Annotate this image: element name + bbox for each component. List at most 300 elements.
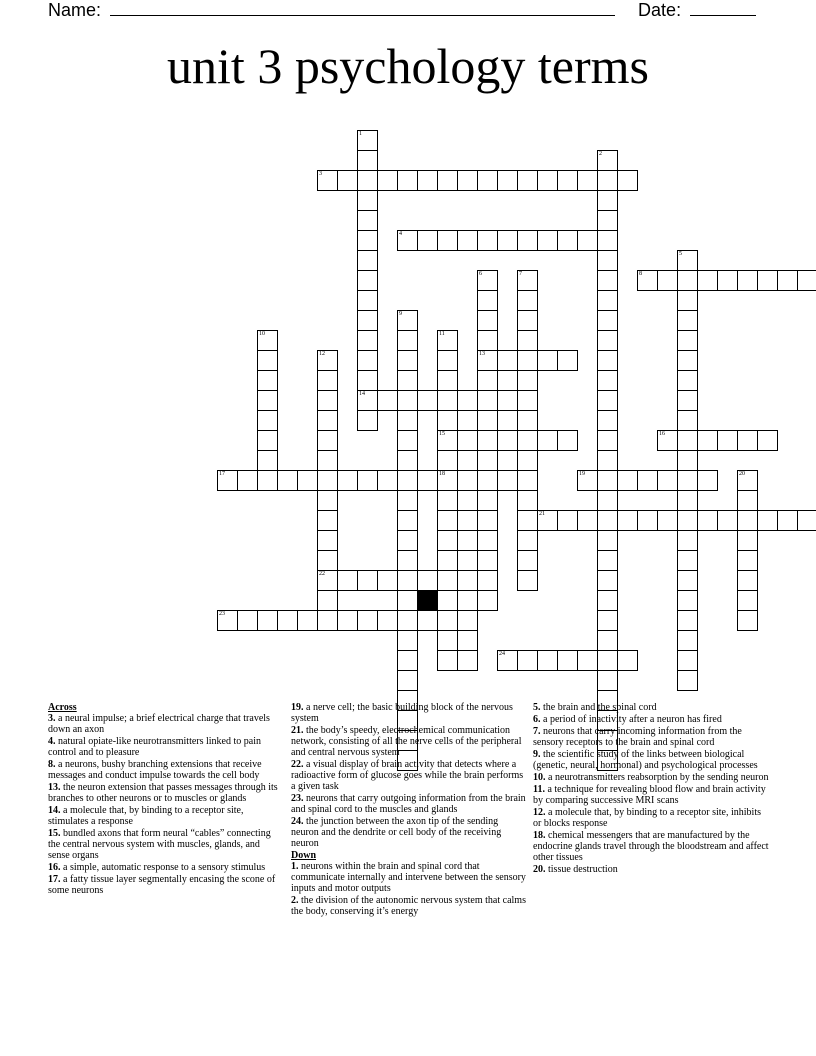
crossword-cell[interactable] [357, 250, 378, 271]
crossword-cell[interactable] [597, 150, 618, 171]
crossword-cell[interactable] [317, 450, 338, 471]
crossword-cell[interactable] [677, 650, 698, 671]
crossword-cell[interactable] [677, 490, 698, 511]
crossword-cell[interactable] [457, 490, 478, 511]
crossword-cell[interactable] [617, 470, 638, 491]
crossword-cell[interactable] [677, 330, 698, 351]
crossword-cell[interactable] [757, 430, 778, 451]
crossword-cell[interactable] [597, 310, 618, 331]
clue [48, 782, 284, 804]
crossword-cell[interactable] [577, 470, 598, 491]
crossword-cell[interactable] [397, 630, 418, 651]
crossword-cell[interactable] [477, 430, 498, 451]
crossword-cell[interactable] [457, 390, 478, 411]
crossword-cell[interactable] [317, 170, 338, 191]
crossword-cell[interactable] [737, 490, 758, 511]
clue-number: 8 [639, 271, 642, 277]
crossword-cell[interactable] [597, 390, 618, 411]
crossword-cell[interactable] [517, 390, 538, 411]
crossword-cell[interactable] [617, 650, 638, 671]
clue-number-label: 1. [291, 861, 299, 872]
crossword-cell[interactable] [677, 310, 698, 331]
clue-number: 17 [219, 471, 225, 477]
crossword-cell[interactable] [337, 470, 358, 491]
crossword-cell[interactable] [477, 470, 498, 491]
crossword-cell[interactable] [337, 570, 358, 591]
crossword-cell[interactable] [477, 170, 498, 191]
crossword-cell[interactable] [737, 530, 758, 551]
crossword-cell[interactable] [377, 610, 398, 631]
across-heading: Across [48, 702, 77, 713]
crossword-cell[interactable] [677, 470, 698, 491]
clue [533, 772, 769, 783]
crossword-cell[interactable] [397, 370, 418, 391]
crossword-cell[interactable] [737, 430, 758, 451]
crossword-cell[interactable] [517, 430, 538, 451]
crossword-cell[interactable] [537, 170, 558, 191]
crossword-cell[interactable] [417, 470, 438, 491]
crossword-cell[interactable] [677, 630, 698, 651]
crossword-cell[interactable] [237, 610, 258, 631]
crossword-cell[interactable] [517, 290, 538, 311]
crossword-cell[interactable] [217, 610, 238, 631]
crossword-cell[interactable] [737, 590, 758, 611]
crossword-cell[interactable] [217, 470, 238, 491]
crossword-cell[interactable] [597, 650, 618, 671]
name-label: Name: [48, 0, 102, 20]
crossword-cell[interactable] [317, 590, 338, 611]
crossword-cell[interactable] [317, 490, 338, 511]
crossword-cell[interactable] [477, 350, 498, 371]
crossword-cell[interactable] [677, 530, 698, 551]
crossword-cell[interactable] [597, 270, 618, 291]
crossword-cell[interactable] [437, 530, 458, 551]
crossword-cell[interactable] [257, 470, 278, 491]
crossword-cell[interactable] [597, 490, 618, 511]
crossword-cell[interactable] [497, 650, 518, 671]
clue-number: 22 [319, 571, 325, 577]
crossword-cell[interactable] [257, 370, 278, 391]
clue-text: the division of the autonomic nervous system that calms the body, conserving it’s energy [291, 895, 526, 917]
crossword-cell[interactable] [357, 350, 378, 371]
crossword-cell[interactable] [317, 370, 338, 391]
crossword-cell[interactable] [497, 230, 518, 251]
crossword-cell[interactable] [597, 290, 618, 311]
crossword-cell[interactable] [557, 650, 578, 671]
crossword-cell[interactable] [457, 430, 478, 451]
crossword-cell[interactable] [257, 450, 278, 471]
clue-number: 13 [479, 351, 485, 357]
crossword-cell[interactable] [437, 630, 458, 651]
crossword-cell[interactable] [317, 410, 338, 431]
crossword-cell[interactable] [257, 390, 278, 411]
crossword-cell[interactable] [357, 570, 378, 591]
crossword-cell[interactable] [757, 270, 778, 291]
crossword-cell[interactable] [597, 470, 618, 491]
crossword-cell[interactable] [597, 210, 618, 231]
crossword-cell[interactable] [357, 150, 378, 171]
clue [533, 726, 769, 748]
crossword-cell[interactable] [477, 510, 498, 531]
crossword-cell[interactable] [317, 470, 338, 491]
crossword-cell[interactable] [557, 430, 578, 451]
crossword-cell[interactable] [677, 550, 698, 571]
crossword-cell[interactable] [697, 510, 718, 531]
crossword-cell[interactable] [357, 610, 378, 631]
crossword-cell[interactable] [397, 410, 418, 431]
crossword-cell[interactable] [317, 570, 338, 591]
crossword-cell[interactable] [477, 530, 498, 551]
crossword-cell[interactable] [517, 450, 538, 471]
crossword-cell[interactable] [477, 370, 498, 391]
crossword-cell[interactable] [437, 550, 458, 571]
crossword-cell[interactable] [637, 470, 658, 491]
clue-number-label: 8. [48, 759, 56, 770]
crossword-cell[interactable] [697, 430, 718, 451]
crossword-cell[interactable] [417, 570, 438, 591]
crossword-cell[interactable] [677, 410, 698, 431]
crossword-cell[interactable] [437, 390, 458, 411]
crossword-cell[interactable] [477, 550, 498, 571]
clue-text: the scientific study of the links between biological (genetic, neural, hormonal) and psychological processes [533, 749, 758, 771]
crossword-cell[interactable] [777, 270, 798, 291]
crossword-cell[interactable] [397, 550, 418, 571]
crossword-cell[interactable] [437, 610, 458, 631]
crossword-cell[interactable] [597, 570, 618, 591]
crossword-cell[interactable] [417, 610, 438, 631]
clue-number: 18 [439, 471, 445, 477]
crossword-cell[interactable] [677, 270, 698, 291]
crossword-cell[interactable] [677, 290, 698, 311]
crossword-cell[interactable] [457, 170, 478, 191]
crossword-cell[interactable] [577, 650, 598, 671]
crossword-cell[interactable] [517, 350, 538, 371]
clue-text: the junction between the axon tip of the sending neuron and the dendrite or cell body of the receiving neuron [291, 816, 502, 849]
crossword-cell[interactable] [397, 430, 418, 451]
crossword-cell[interactable] [397, 650, 418, 671]
crossword-cell[interactable] [457, 230, 478, 251]
crossword-cell[interactable] [577, 230, 598, 251]
crossword-cell[interactable] [597, 610, 618, 631]
crossword-cell[interactable] [277, 470, 298, 491]
crossword-cell[interactable] [437, 430, 458, 451]
crossword-cell[interactable] [397, 350, 418, 371]
crossword-cell[interactable] [417, 170, 438, 191]
clue-number: 5 [679, 251, 682, 257]
crossword-cell[interactable] [597, 250, 618, 271]
clue-number-label: 22. [291, 759, 304, 770]
crossword-cell[interactable] [437, 650, 458, 671]
crossword-cell[interactable] [377, 470, 398, 491]
crossword-cell[interactable] [297, 470, 318, 491]
crossword-cell[interactable] [517, 550, 538, 571]
crossword-cell[interactable] [597, 630, 618, 651]
crossword-cell[interactable] [357, 130, 378, 151]
crossword-cell[interactable] [677, 250, 698, 271]
crossword-cell[interactable] [397, 670, 418, 691]
crossword-cell[interactable] [677, 610, 698, 631]
crossword-cell[interactable] [677, 510, 698, 531]
crossword-cell[interactable] [617, 510, 638, 531]
clue-text: a nerve cell; the basic building block of the nervous system [291, 702, 513, 724]
crossword-cell[interactable] [357, 190, 378, 211]
crossword-cell[interactable] [597, 430, 618, 451]
crossword-cell[interactable] [397, 390, 418, 411]
crossword-cell[interactable] [457, 530, 478, 551]
crossword-cell[interactable] [477, 570, 498, 591]
clue-number-label: 5. [533, 702, 541, 713]
crossword-cell[interactable] [357, 270, 378, 291]
crossword-cell[interactable] [757, 510, 778, 531]
clues-column-2 [291, 702, 527, 918]
crossword-cell[interactable] [597, 330, 618, 351]
crossword-cell[interactable] [357, 370, 378, 391]
crossword-cell[interactable] [677, 390, 698, 411]
crossword-cell[interactable] [537, 230, 558, 251]
crossword-cell[interactable] [637, 510, 658, 531]
crossword-cell[interactable] [677, 350, 698, 371]
crossword-cell[interactable] [237, 470, 258, 491]
crossword-cell[interactable] [397, 470, 418, 491]
crossword-cell[interactable] [597, 590, 618, 611]
crossword-cell[interactable] [677, 370, 698, 391]
crossword-cell[interactable] [457, 630, 478, 651]
crossword-cell[interactable] [597, 550, 618, 571]
crossword-cell[interactable] [457, 510, 478, 531]
crossword-cell[interactable] [597, 230, 618, 251]
crossword-cell[interactable] [737, 270, 758, 291]
crossword-cell[interactable] [517, 270, 538, 291]
crossword-cell[interactable] [517, 310, 538, 331]
crossword-cell[interactable] [777, 510, 798, 531]
crossword-cell[interactable] [497, 470, 518, 491]
crossword-cell[interactable] [357, 170, 378, 191]
crossword-cell[interactable] [517, 470, 538, 491]
crossword-cell[interactable] [257, 610, 278, 631]
crossword-cell[interactable] [517, 170, 538, 191]
down-heading: Down [291, 850, 317, 861]
crossword-cell[interactable] [477, 270, 498, 291]
crossword-cell[interactable] [457, 470, 478, 491]
crossword-cell[interactable] [657, 430, 678, 451]
crossword-cell[interactable] [477, 310, 498, 331]
crossword-cell[interactable] [337, 610, 358, 631]
crossword-cell[interactable] [397, 310, 418, 331]
crossword-cell[interactable] [257, 410, 278, 431]
crossword-cell[interactable] [397, 230, 418, 251]
crossword-cell[interactable] [317, 350, 338, 371]
crossword-cell[interactable] [517, 570, 538, 591]
clue [533, 784, 769, 806]
crossword-cell[interactable] [617, 170, 638, 191]
crossword-cell[interactable] [737, 510, 758, 531]
crossword-cell[interactable] [257, 350, 278, 371]
crossword-cell[interactable] [577, 510, 598, 531]
crossword-cell[interactable] [537, 430, 558, 451]
crossword-cell[interactable] [677, 670, 698, 691]
crossword-cell[interactable] [397, 590, 418, 611]
crossword-cell[interactable] [717, 270, 738, 291]
crossword-cell[interactable] [597, 190, 618, 211]
crossword-cell[interactable] [437, 170, 458, 191]
crossword-cell[interactable] [397, 530, 418, 551]
clue-text: a neural impulse; a brief electrical charge that travels down an axon [48, 713, 270, 735]
clue [48, 759, 284, 781]
crossword-cell[interactable] [317, 430, 338, 451]
crossword-cell[interactable] [657, 470, 678, 491]
crossword-cell[interactable] [497, 390, 518, 411]
crossword-cell[interactable] [437, 490, 458, 511]
crossword-cell[interactable] [797, 270, 816, 291]
crossword-cell[interactable] [437, 230, 458, 251]
crossword-cell[interactable] [637, 270, 658, 291]
clue-text: neurons that carry incoming information from the sensory receptors to the brain and spinal cord [533, 726, 742, 748]
crossword-cell[interactable] [517, 230, 538, 251]
crossword-cell[interactable] [297, 610, 318, 631]
crossword-cell[interactable] [557, 510, 578, 531]
crossword-cell[interactable] [657, 270, 678, 291]
crossword-cell[interactable] [477, 230, 498, 251]
crossword-cell[interactable] [457, 570, 478, 591]
crossword-cell[interactable] [437, 450, 458, 471]
clue [291, 861, 527, 894]
crossword-cell[interactable] [517, 510, 538, 531]
clue-number-label: 21. [291, 725, 304, 736]
crossword-cell[interactable] [497, 430, 518, 451]
crossword-cell[interactable] [597, 450, 618, 471]
crossword-cell[interactable] [797, 510, 816, 531]
crossword-cell[interactable] [497, 350, 518, 371]
crossword-cell[interactable] [357, 230, 378, 251]
crossword-cell[interactable] [737, 550, 758, 571]
clue [48, 874, 284, 896]
crossword-cell[interactable] [417, 390, 438, 411]
crossword-cell[interactable] [517, 370, 538, 391]
crossword-cell[interactable] [437, 590, 458, 611]
clue-number-label: 19. [291, 702, 304, 713]
crossword-cell[interactable] [397, 570, 418, 591]
crossword-cell[interactable] [657, 510, 678, 531]
crossword-cell[interactable] [597, 510, 618, 531]
crossword-cell[interactable] [357, 470, 378, 491]
clue-number-label: 2. [291, 895, 299, 906]
crossword-cell[interactable] [477, 330, 498, 351]
crossword-cell[interactable] [597, 170, 618, 191]
crossword-cell[interactable] [277, 610, 298, 631]
crossword-cell[interactable] [677, 450, 698, 471]
black-square [417, 590, 438, 611]
crossword-cell[interactable] [337, 170, 358, 191]
crossword-cell[interactable] [317, 510, 338, 531]
crossword-cell[interactable] [737, 570, 758, 591]
crossword-cell[interactable] [377, 570, 398, 591]
crossword-cell[interactable] [597, 350, 618, 371]
crossword-cell[interactable] [437, 570, 458, 591]
crossword-cell[interactable] [597, 410, 618, 431]
crossword-cell[interactable] [397, 490, 418, 511]
crossword-cell[interactable] [457, 610, 478, 631]
crossword-cell[interactable] [437, 410, 458, 431]
crossword-cell[interactable] [257, 330, 278, 351]
crossword-cell[interactable] [477, 410, 498, 431]
crossword-cell[interactable] [517, 490, 538, 511]
crossword-cell[interactable] [737, 470, 758, 491]
crossword-cell[interactable] [317, 390, 338, 411]
crossword-cell[interactable] [517, 530, 538, 551]
crossword-cell[interactable] [477, 590, 498, 611]
crossword-cell[interactable] [537, 510, 558, 531]
crossword-cell[interactable] [597, 370, 618, 391]
crossword-cell[interactable] [437, 470, 458, 491]
crossword-cell[interactable] [737, 610, 758, 631]
crossword-cell[interactable] [357, 330, 378, 351]
crossword-cell[interactable] [557, 170, 578, 191]
crossword-cell[interactable] [437, 510, 458, 531]
crossword-cell[interactable] [677, 570, 698, 591]
clue-number-label: 4. [48, 736, 56, 747]
crossword-cell[interactable] [437, 350, 458, 371]
crossword-cell[interactable] [597, 530, 618, 551]
crossword-cell[interactable] [577, 170, 598, 191]
crossword-cell[interactable] [357, 210, 378, 231]
clue [291, 793, 527, 815]
crossword-cell[interactable] [517, 410, 538, 431]
crossword-cell[interactable] [437, 370, 458, 391]
crossword-cell[interactable] [417, 230, 438, 251]
crossword-cell[interactable] [317, 530, 338, 551]
crossword-cell[interactable] [717, 430, 738, 451]
crossword-cell[interactable] [317, 550, 338, 571]
crossword-cell[interactable] [397, 510, 418, 531]
crossword-cell[interactable] [717, 510, 738, 531]
crossword-cell[interactable] [457, 550, 478, 571]
crossword-cell[interactable] [357, 290, 378, 311]
crossword-cell[interactable] [537, 350, 558, 371]
crossword-cell[interactable] [557, 350, 578, 371]
crossword-cell[interactable] [477, 450, 498, 471]
crossword-cell[interactable] [317, 610, 338, 631]
crossword-cell[interactable] [477, 290, 498, 311]
crossword-cell[interactable] [257, 430, 278, 451]
crossword-cell[interactable] [597, 670, 618, 691]
crossword-cell[interactable] [357, 410, 378, 431]
crossword-cell[interactable] [557, 230, 578, 251]
clue-number-label: 9. [533, 749, 541, 760]
crossword-cell[interactable] [377, 390, 398, 411]
crossword-cell[interactable] [457, 590, 478, 611]
crossword-cell[interactable] [457, 650, 478, 671]
crossword-cell[interactable] [677, 590, 698, 611]
crossword-cell[interactable] [517, 330, 538, 351]
crossword-cell[interactable] [377, 170, 398, 191]
crossword-cell[interactable] [397, 610, 418, 631]
crossword-cell[interactable] [537, 650, 558, 671]
crossword-cell[interactable] [437, 330, 458, 351]
crossword-cell[interactable] [357, 390, 378, 411]
crossword-cell[interactable] [477, 490, 498, 511]
crossword-cell[interactable] [477, 390, 498, 411]
crossword-cell[interactable] [397, 330, 418, 351]
crossword-cell[interactable] [677, 430, 698, 451]
crossword-cell[interactable] [517, 650, 538, 671]
crossword-cell[interactable] [357, 310, 378, 331]
crossword-cell[interactable] [497, 170, 518, 191]
crossword-cell[interactable] [397, 450, 418, 471]
crossword-cell[interactable] [397, 170, 418, 191]
crossword-cell[interactable] [697, 270, 718, 291]
clue-text: neurons within the brain and spinal cord that communicate internally and intervene between the sensory inputs and motor outputs [291, 861, 526, 894]
crossword-cell[interactable] [697, 470, 718, 491]
